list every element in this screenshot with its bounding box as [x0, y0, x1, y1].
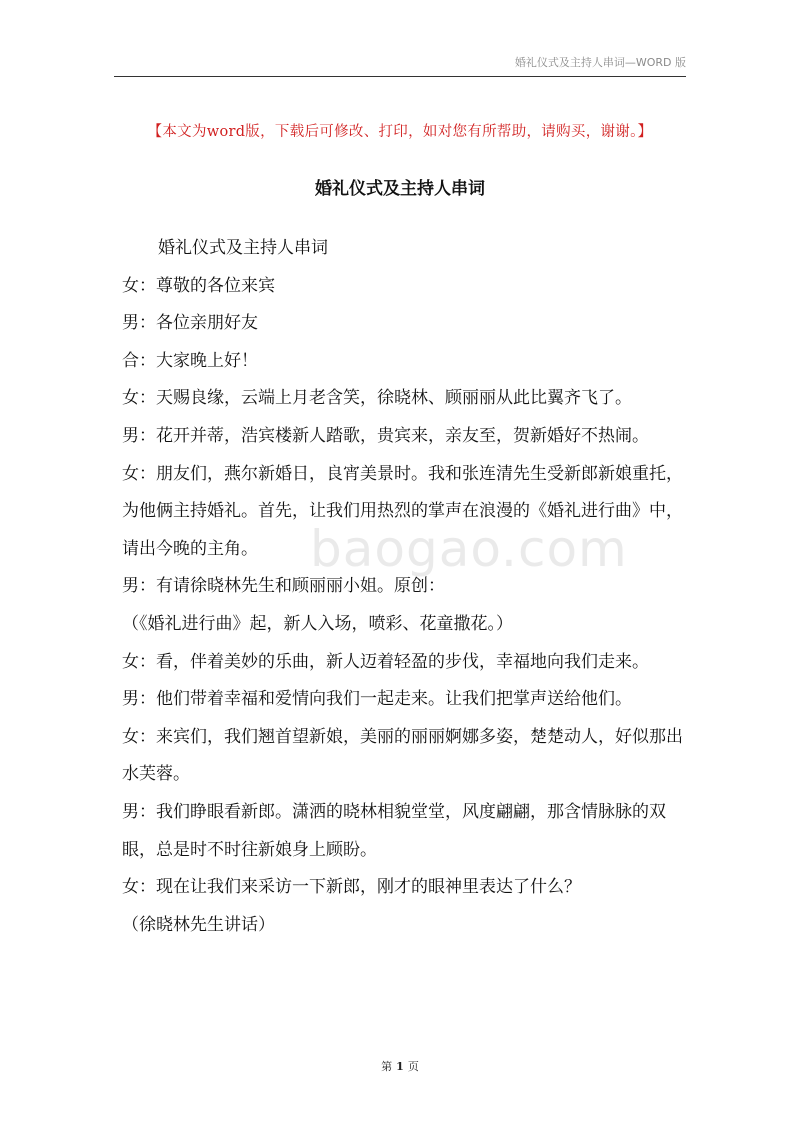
page-number: 1	[396, 1060, 404, 1073]
paragraph: 女：看，伴着美妙的乐曲，新人迈着轻盈的步伐，幸福地向我们走来。	[122, 651, 649, 672]
paragraph: （徐晓林先生讲话）	[122, 914, 275, 935]
paragraph: 男：我们睁眼看新郎。潇洒的晓林相貌堂堂，风度翩翩，那含情脉脉的双眼，总是时不时往新娘身上顾盼。	[122, 801, 666, 860]
paragraph: 女：尊敬的各位来宾	[122, 275, 275, 296]
paragraph: 女：现在让我们来采访一下新郎，刚才的眼神里表达了什么？	[122, 877, 581, 898]
paragraph: 婚礼仪式及主持人串词	[158, 238, 328, 258]
footer-suffix: 页	[407, 1060, 419, 1073]
footer-prefix: 第	[381, 1060, 393, 1073]
paragraph: 男：有请徐晓林先生和顾丽丽小姐。原创：	[122, 576, 445, 597]
page-footer	[0, 1058, 800, 1074]
paragraph: 女：天赐良缘，云端上月老含笑，徐晓林、顾丽丽从此比翼齐飞了。	[122, 388, 632, 409]
paragraph: 男：各位亲朋好友	[122, 313, 258, 334]
running-header: 婚礼仪式及主持人串词—WORD 版	[514, 56, 686, 69]
purchase-notice: 【本文为word版，下载后可修改、打印，如对您有所帮助，请购买，谢谢。】	[147, 124, 653, 140]
paragraph: 男：他们带着幸福和爱情向我们一起走来。让我们把掌声送给他们。	[122, 689, 632, 710]
document-title: 婚礼仪式及主持人串词	[315, 179, 485, 199]
paragraph: 合：大家晚上好！	[122, 350, 258, 371]
paragraph: 男：花开并蒂，浩宾楼新人踏歌，贵宾来，亲友至，贺新婚好不热闹。	[122, 425, 649, 446]
header-rule	[114, 76, 686, 77]
document-body	[122, 230, 690, 944]
paragraph: （《婚礼进行曲》起，新人入场，喷彩、花童撒花。）	[122, 613, 513, 634]
paragraph: 女：朋友们，燕尔新婚日，良宵美景时。我和张连清先生受新郎新娘重托，为他俩主持婚礼。首先，让我们用热烈的掌声在浪漫的《婚礼进行曲》中，请出今晚的主角。	[122, 463, 683, 559]
watermark: baogao.com	[310, 520, 628, 578]
paragraph: 女：来宾们，我们翘首望新娘，美丽的丽丽婀娜多姿，楚楚动人，好似那出水芙蓉。	[122, 726, 683, 785]
